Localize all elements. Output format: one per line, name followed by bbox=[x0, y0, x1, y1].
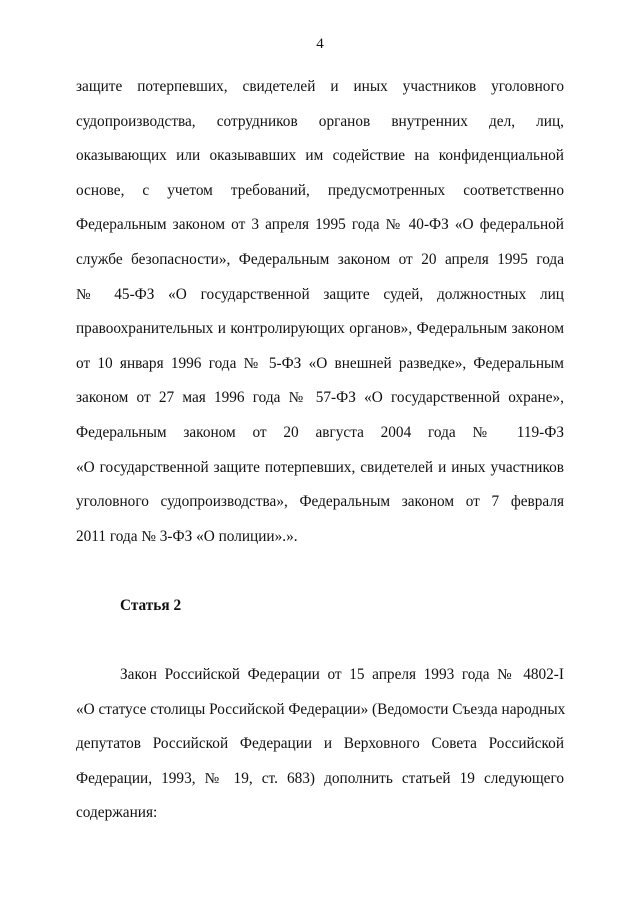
page-number: 4 bbox=[316, 36, 324, 52]
text-line: содержания: bbox=[76, 804, 158, 822]
text-line: судопроизводства, сотрудников органов внутренних дел, лиц, bbox=[76, 112, 564, 130]
text-line: защите потерпевших, свидетелей и иных участников уголовного bbox=[76, 78, 564, 95]
text-line: «О статусе столицы Российской Федерации» (Ведомости Съезда народных bbox=[76, 700, 566, 718]
text-line: № 45-ФЗ «О государственной защите судей, должностных лиц bbox=[76, 285, 564, 303]
text-line: основе, с учетом требований, предусмотренных соответственно bbox=[76, 181, 564, 199]
document-body bbox=[76, 70, 564, 831]
text-line: Федеральным законом от 3 апреля 1995 года № 40-ФЗ «О федеральной bbox=[76, 216, 564, 234]
text-line: от 10 января 1996 года № 5-ФЗ «О внешней разведке», Федеральным bbox=[76, 354, 564, 372]
text-line: «О государственной защите потерпевших, свидетелей и иных участников bbox=[76, 458, 564, 476]
paragraph-continuation bbox=[76, 70, 564, 554]
spacer bbox=[76, 554, 564, 589]
spacer bbox=[76, 624, 564, 659]
text-line: депутатов Российской Федерации и Верховного Совета Российской bbox=[76, 735, 564, 753]
text-line: законом от 27 мая 1996 года № 57-ФЗ «О государственной охране», bbox=[76, 389, 564, 407]
text-line: Закон Российской Федерации от 15 апреля 1993 года № 4802-I bbox=[120, 666, 564, 684]
text-line: службе безопасности», Федеральным законом от 20 апреля 1995 года bbox=[76, 250, 564, 268]
text-line: 2011 года № 3-ФЗ «О полиции».». bbox=[76, 527, 298, 545]
text-line: Федеральным законом от 20 августа 2004 года № 119-ФЗ bbox=[76, 423, 564, 441]
text-line: Федерации, 1993, № 19, ст. 683) дополнить статьей 19 следующего bbox=[76, 769, 564, 787]
article-heading: Статья 2 bbox=[120, 596, 182, 614]
text-line: оказывающих или оказывавших им содействие на конфиденциальной bbox=[76, 147, 564, 165]
article-paragraph bbox=[76, 658, 564, 831]
text-line: уголовного судопроизводства», Федеральным законом от 7 февраля bbox=[76, 493, 564, 511]
text-line: правоохранительных и контролирующих органов», Федеральным законом bbox=[76, 320, 564, 338]
